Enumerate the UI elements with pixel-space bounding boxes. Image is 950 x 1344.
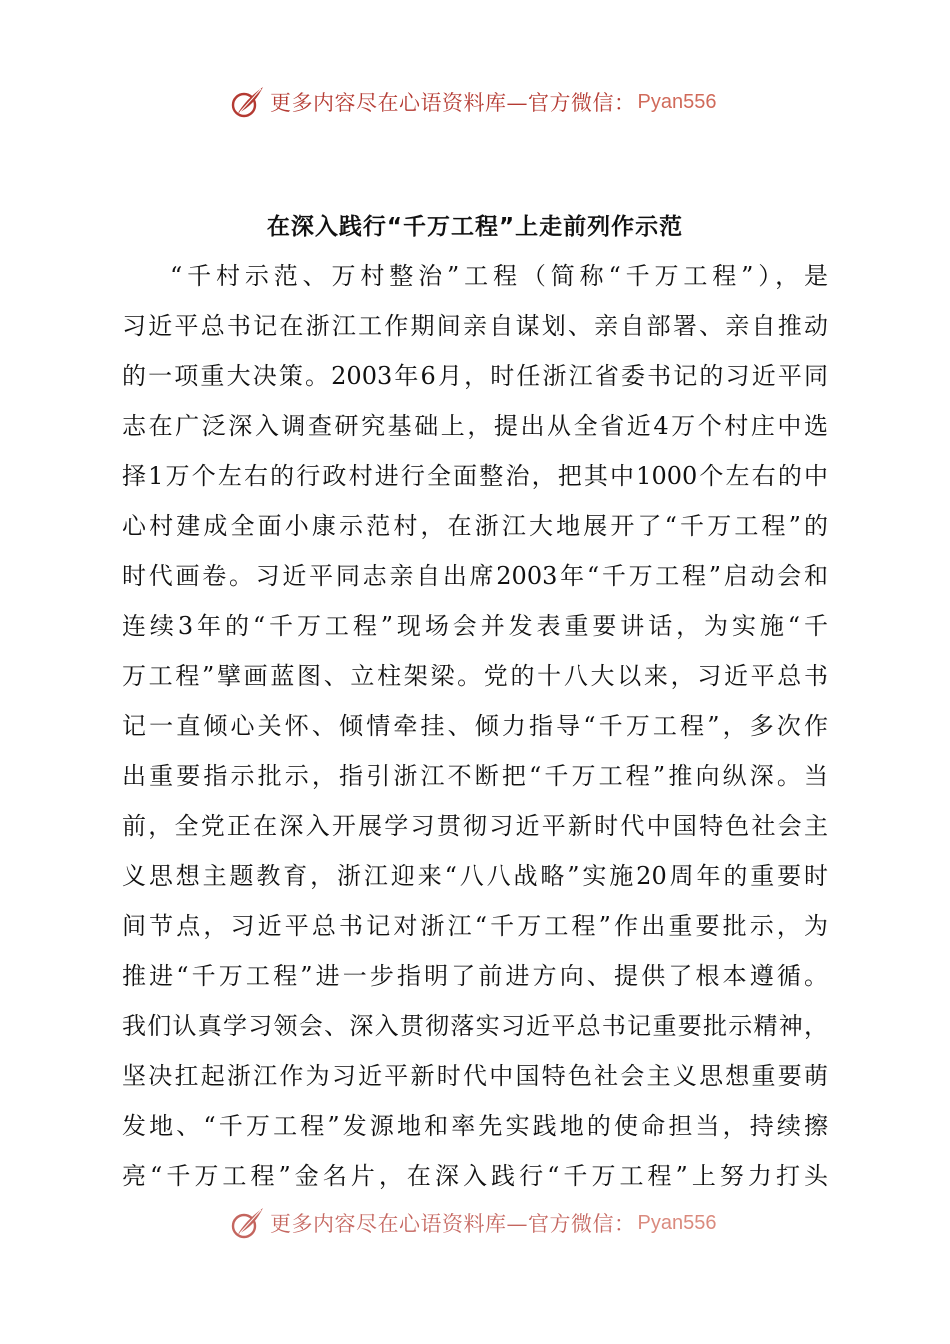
- body-line: 我们认真学习领会、深入贯彻落实习近平总书记重要批示精神，: [122, 1012, 828, 1040]
- body-line: 的一项重大决策。2003年6月，时任浙江省委书记的习近平同: [122, 362, 828, 390]
- quill-pen-icon: [228, 83, 266, 121]
- body-line: 坚决扛起浙江作为习近平新时代中国特色社会主义思想重要萌: [122, 1062, 828, 1090]
- body-line: 亮“千万工程”金名片，在深入践行“千万工程”上努力打头: [122, 1162, 828, 1190]
- body-line: 择1万个左右的行政村进行全面整治，把其中1000个左右的中: [122, 462, 828, 490]
- body-line: 心村建成全面小康示范村，在浙江大地展开了“千万工程”的: [122, 512, 828, 540]
- body-line: 义思想主题教育，浙江迎来“八八战略”实施20周年的重要时: [122, 862, 828, 890]
- body-line: 发地、“千万工程”发源地和率先实践地的使命担当，持续擦: [122, 1112, 828, 1140]
- body-line: 万工程”擘画蓝图、立柱架梁。党的十八大以来，习近平总书: [122, 662, 828, 690]
- body-line: 推进“千万工程”进一步指明了前进方向、提供了根本遵循。: [122, 962, 828, 990]
- watermark-text: 更多内容尽在心语资料库—官方微信：: [270, 91, 636, 115]
- body-line: 记一直倾心关怀、倾情牵挂、倾力指导“千万工程”，多次作: [122, 712, 828, 740]
- body-line: 志在广泛深入调查研究基础上，提出从全省近4万个村庄中选: [122, 412, 828, 440]
- body-line: 时代画卷。习近平同志亲自出席2003年“千万工程”启动会和: [122, 562, 828, 590]
- document-title: 在深入践行“千万工程”上走前列作示范: [266, 214, 684, 240]
- body-line: 习近平总书记在浙江工作期间亲自谋划、亲自部署、亲自推动: [122, 312, 828, 340]
- watermark-footer: [228, 1203, 748, 1243]
- body-line: 间节点，习近平总书记对浙江“千万工程”作出重要批示，为: [122, 912, 828, 940]
- body-line: 前，全党正在深入开展学习贯彻习近平新时代中国特色社会主: [122, 812, 828, 840]
- watermark-wechat-id: Pyan556: [637, 90, 717, 113]
- body-line: 出重要指示批示，指引浙江不断把“千万工程”推向纵深。当: [122, 762, 828, 790]
- body-line: “千村示范、万村整治”工程（简称“千万工程”），是: [170, 262, 828, 290]
- watermark-header: [228, 82, 748, 122]
- watermark-text: 更多内容尽在心语资料库—官方微信：: [270, 1212, 636, 1236]
- quill-pen-icon: [228, 1204, 266, 1242]
- watermark-wechat-id: Pyan556: [637, 1211, 717, 1234]
- body-line: 连续3年的“千万工程”现场会并发表重要讲话，为实施“千: [122, 612, 828, 640]
